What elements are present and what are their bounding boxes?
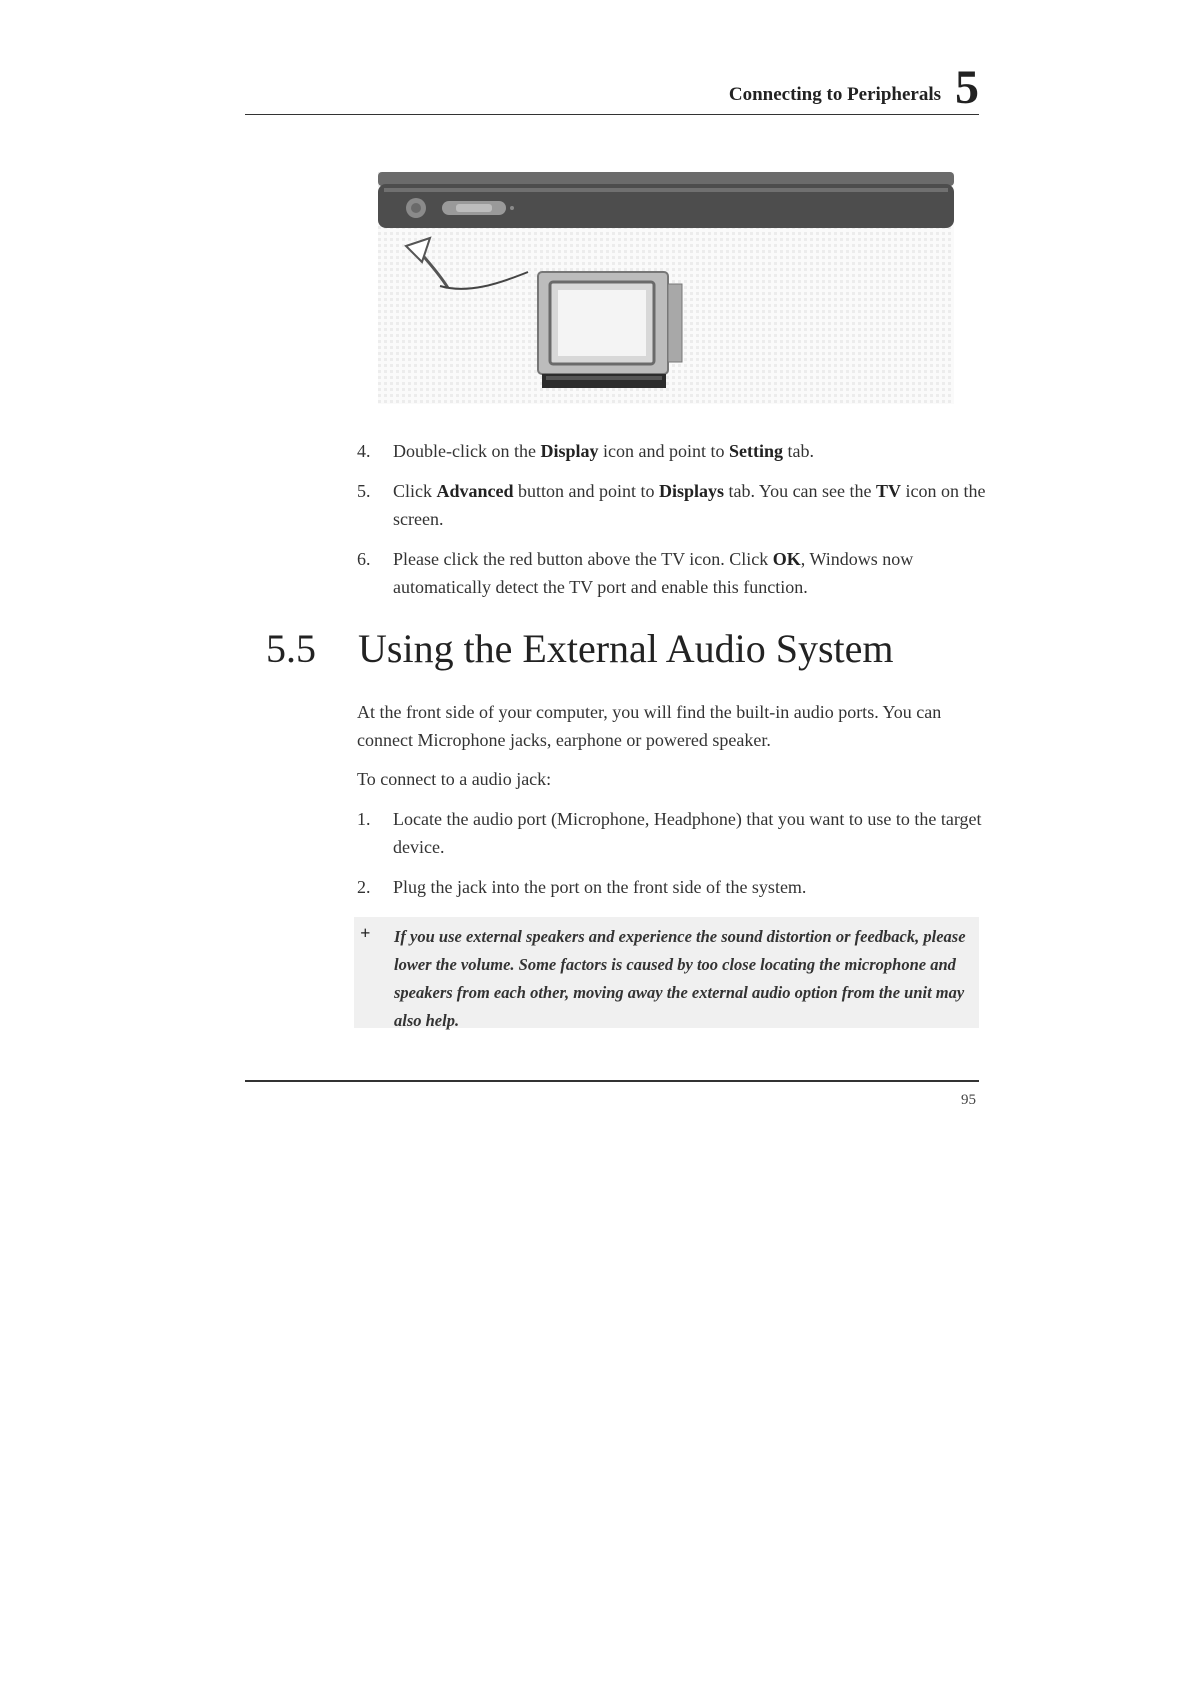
note-icon: + [360,923,371,943]
running-title: Connecting to Peripherals [728,84,941,105]
step-number: 4. [357,441,371,461]
note-text: If you use external speakers and experience the sound distortion or feedback, please lower the volume. Some factors is caused by too close locating the microphone and speakers from each other, moving away the external audio option from the unit may also help. [394,927,966,1030]
laptop-tv-illustration [378,172,954,404]
lead-paragraph: To connect to a audio jack: [357,769,552,789]
intro-paragraph: At the front side of your computer, you will find the built-in audio ports. You can connect Microphone jacks, earphone or powered speaker. [357,702,942,750]
step-text: Locate the audio port (Microphone, Headphone) that you want to use to the target device. [393,809,982,857]
chapter-number: 5 [955,61,979,114]
step-text: Please click the red button above the TV icon. Click OK, Windows now automatically detect the TV port and enable this function. [393,549,914,597]
step-text: Click Advanced button and point to Displays tab. You can see the TV icon on the screen. [393,481,986,529]
note-box [354,917,979,1028]
tv-monitor-icon [538,272,682,388]
list-item [357,437,967,465]
step-text: Double-click on the Display icon and point to Setting tab. [393,441,814,461]
tv-connection-figure [378,172,954,404]
page-number: 95 [961,1092,976,1108]
footer-divider [245,1080,979,1082]
page-header [245,62,979,114]
list-item [357,873,967,901]
step-text: Plug the jack into the port on the front side of the system. [393,877,807,897]
section-number: 5.5 [266,626,316,671]
step-number: 2. [357,877,371,897]
step-number: 1. [357,809,371,829]
header-divider [245,114,979,115]
section-title: Using the External Audio System [358,626,894,671]
list-item [357,477,986,533]
list-item [357,545,967,601]
list-item [357,805,982,861]
laptop-rear-icon [378,172,954,228]
section-heading [266,625,986,673]
step-number: 6. [357,549,371,569]
step-number: 5. [357,481,371,501]
